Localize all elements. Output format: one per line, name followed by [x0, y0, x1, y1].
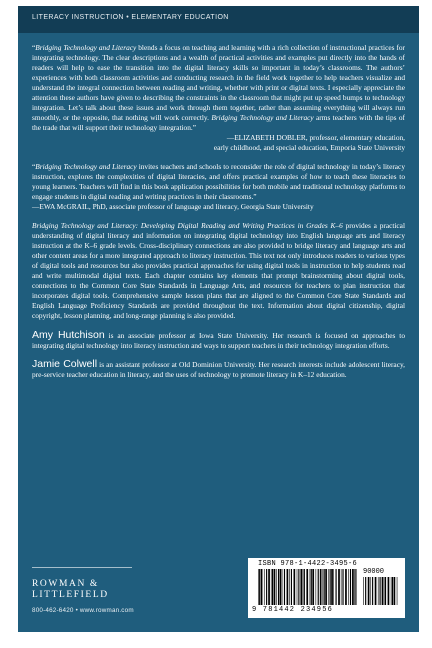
endorsement-mcgrail: “Bridging Technology and Literacy invites teachers and schools to reconsider the role of digital technology in today’s literacy instruction, explores the complexities of digital literacies, and offers practical examples of how to teach these literacies to young learners. Teachers will find in this book application possibilities for both mobile and traditional technology platforms to engage students in digital reading and writing practices in their classrooms.” —EWA McGRAIL, PhD, associate professor of language and literacy, Georgia State University — [32, 162, 405, 211]
book-full-title: Bridging Technology and Literacy: Developing Digital Reading and Writing Practices in Grades K–6 — [32, 221, 343, 230]
category-label: LITERACY INSTRUCTION • ELEMENTARY EDUCATION — [32, 14, 229, 21]
author-bio: is an assistant professor at Old Dominion University. Her research interests include adolescent literacy, pre-service teacher education in literacy, and the uses of technology to promote literacy in K–12 education. — [32, 360, 405, 379]
author-bio-hutchison — [32, 330, 405, 351]
endorsement-dobler: “Bridging Technology and Literacy blends a focus on teaching and learning with a rich collection of instructional practices for integrating technology. The clear descriptions and a wealth of practical activities and examples put directly into the hands of readers will help to ease the transition into the digital literacy skills so important in today’s classrooms. The authors’ experiences with both classroom activities and conducting research in the field work together to help teachers visualize and understand the integral connection between reading and writing, whether with print or digital texts. I especially appreciate the attention these authors have given to describing the constraints in the classroom that might put up speed bumps to technology integration. Let’s talk about these issues and work through them together, rather than assuming everything will always run smoothly, or the opposite, that nothing will work correctly. Bridging Technology and Literacy arms teachers with the tips of the trade that will support their technology integration.” —ELIZABETH DOBLER, professor, elementary education, early childhood, and special education, Emporia State University — [32, 43, 406, 152]
author-name: Amy Hutchison — [32, 329, 105, 341]
barcode-digits: 9 781442 234956 — [252, 606, 334, 614]
back-cover — [18, 6, 419, 632]
book-description — [32, 221, 405, 321]
author-bio: is an associate professor at Iowa State University. Her research is focused on approaches to integrating digital technology into literacy instruction and ways to support teachers in their technology integration efforts. — [32, 331, 405, 350]
endorsement-attribution: —EWA McGRAIL, PhD, associate professor of language and literacy, Georgia State University — [32, 202, 314, 211]
publisher-name-line1: ROWMAN & — [32, 579, 99, 589]
endorsement-attribution: —ELIZABETH DOBLER, professor, elementary education, — [226, 133, 405, 142]
endorsement-attribution: early childhood, and special education, Emporia State University — [213, 143, 405, 152]
endorsement-text: blends a focus on teaching and learning with a rich collection of instructional practices for integrating technology. The clear descriptions and a wealth of practical activities and examples put directly into the hands of readers will help to ease the transition into the digital literacy skills so important in today’s classrooms. The authors’ experiences with both classroom activities and conducting research in the field work together to help teachers visualize and understand the integral connection between reading and writing, whether with print or digital texts. I especially appreciate the attention these authors have given to describing the constraints in the classroom that might put up speed bumps to technology integration. Let’s talk about these issues and work through them together, rather than assuming everything will always run smoothly, or the opposite, that nothing will work correctly. — [32, 43, 405, 122]
cover-text — [32, 43, 405, 388]
endorsement-text: arms teachers with the tips of the trade that will support their technology integration.” — [32, 113, 406, 132]
description-text: provides a practical understanding of digital literacy and information on integrating digital technology into English language arts and literacy instruction at the K–6 grade levels. Cross-disciplinary connections are also provided to bridge literacy and language arts and other content areas for a more integrated approach to literacy instruction. This text not only introduces readers to various types of digital tools and resources but also provides practical approaches for using digital tools in instruction to help students read and write multimodal digital texts. Each chapter contains key elements that prompt brainstorming about digital tools, connections to the Common Core State Standards in Language Arts, and resources for teachers to plan instruction that incorporates digital tools. Comprehensive sample lesson plans that are aligned to the Common Core State Standards and English Language Proficiency Standards are provided throughout the text. Information about digital citizenship, digital copyright, lesson planning, and long-range planning is also provided. — [32, 221, 405, 320]
book-title-italic: Bridging Technology and Literacy — [211, 113, 314, 122]
category-band — [18, 6, 419, 33]
book-title-italic: Bridging Technology and Literacy — [35, 43, 137, 52]
divider — [32, 567, 132, 568]
price-code: 90000 — [363, 568, 385, 576]
book-title-italic: Bridging Technology and Literacy — [35, 162, 137, 171]
publisher-logo — [32, 579, 172, 601]
publisher-name-line2: LITTLEFIELD — [32, 590, 109, 600]
barcode-bars — [258, 569, 358, 605]
isbn-number: ISBN 978-1-4422-3495-6 — [258, 560, 358, 568]
endorsement-text: invites teachers and schools to reconsider the role of digital technology in today’s literacy instruction, explores the complexities of digital literacies, and offers practical examples of how to teach these literacies to young learners. Teachers will find in this book application possibilities for both mobile and traditional technology platforms to engage students in digital reading and writing practices in their classrooms.” — [32, 162, 405, 201]
price-barcode-bars — [363, 577, 398, 605]
isbn-barcode — [248, 558, 405, 618]
author-bio-colwell — [32, 359, 405, 380]
author-name: Jamie Colwell — [32, 358, 98, 370]
publisher-contact: 800-462-6420 • www.rowman.com — [32, 607, 134, 614]
